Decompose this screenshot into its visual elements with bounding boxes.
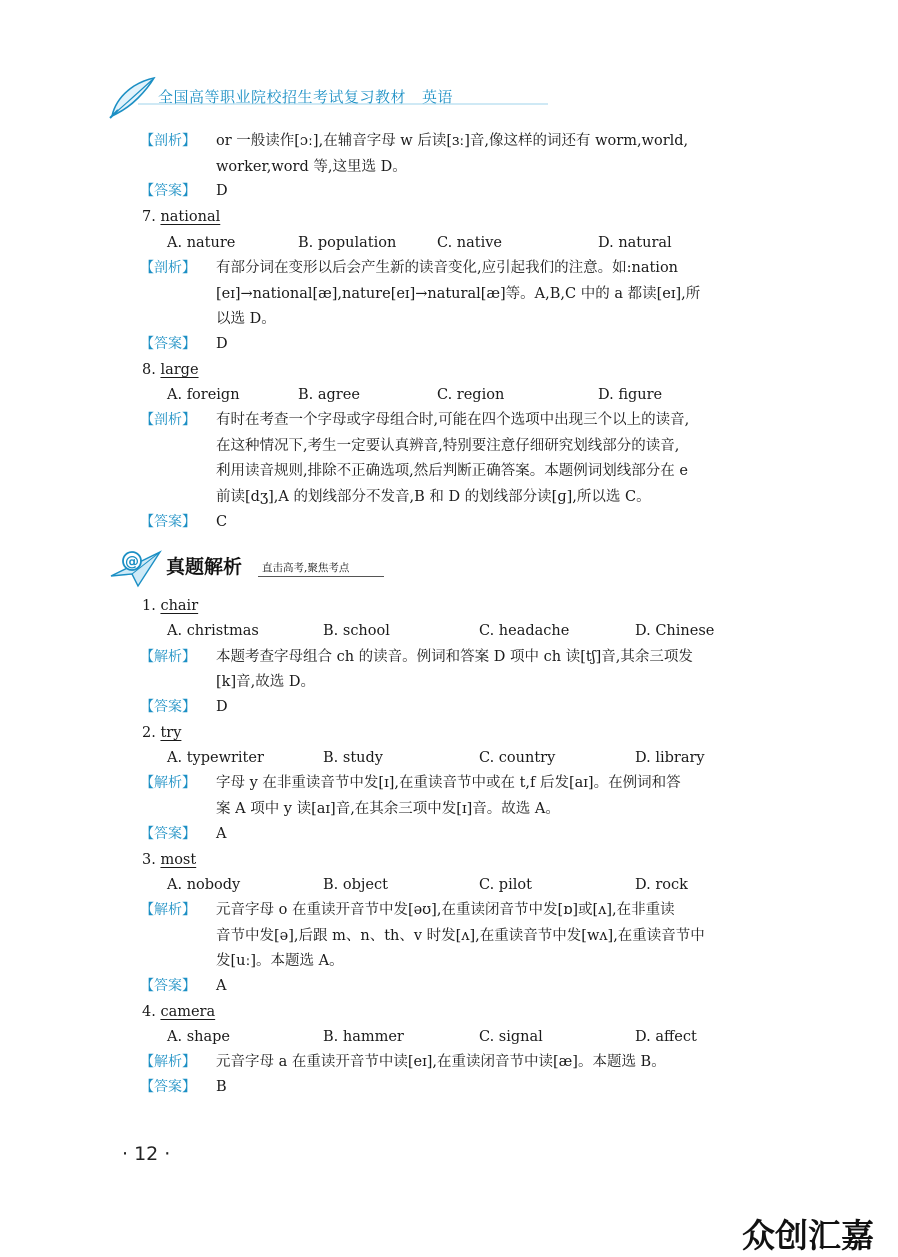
analysis-line: 在这种情况下,考生一定要认真辨音,特别要注意仔细研究划线部分的读音, — [216, 438, 680, 454]
answer-value: D — [216, 183, 228, 199]
subject-label: 英语 — [422, 88, 454, 106]
answer-label: 【答案】 — [140, 183, 196, 199]
analysis-line: or 一般读作[ɔː],在辅音字母 w 后读[ɜː]音,像这样的词还有 worm,world, — [216, 133, 689, 149]
header-title — [158, 86, 453, 107]
running-header — [108, 76, 548, 120]
option-b: B. object — [323, 877, 388, 893]
analysis-label: 【剖析】 — [140, 260, 196, 276]
answer-label: 【答案】 — [140, 699, 196, 715]
option-c: C. country — [479, 750, 556, 766]
option-c: C. pilot — [479, 877, 532, 893]
option-d: D. natural — [598, 235, 672, 251]
analysis-line: worker,word 等,这里选 D。 — [216, 159, 407, 175]
option-c: C. region — [437, 387, 505, 403]
analysis-label: 【解析】 — [140, 1054, 196, 1070]
at-sign-paper-plane-icon — [108, 546, 164, 590]
option-c: C. native — [437, 235, 503, 251]
answer-label: 【答案】 — [140, 978, 196, 994]
analysis-label: 【剖析】 — [140, 133, 196, 149]
answer-value: A — [216, 978, 227, 994]
option-a: A. nobody — [167, 877, 241, 893]
option-d: D. library — [635, 750, 705, 766]
analysis-line: 本题考查字母组合 ch 的读音。例词和答案 D 项中 ch 读[tʃ]音,其余三项发 — [216, 649, 693, 665]
question-stem: 7. national — [142, 209, 221, 225]
answer-label: 【答案】 — [140, 1079, 196, 1095]
question-stem: 2. try — [142, 725, 182, 741]
question-stem: 3. most — [142, 852, 197, 868]
answer-value: C — [216, 514, 228, 530]
analysis-line: 字母 y 在非重读音节中发[ɪ],在重读音节中或在 t,f 后发[aɪ]。在例词和答 — [216, 775, 681, 791]
svg-text:@: @ — [125, 554, 139, 570]
option-b: B. hammer — [323, 1029, 404, 1045]
question-stem: 1. chair — [142, 598, 199, 614]
option-a: A. nature — [167, 235, 236, 251]
answer-label: 【答案】 — [140, 514, 196, 530]
page-number: · 12 · — [122, 1143, 171, 1165]
answer-value: D — [216, 336, 228, 352]
option-c: C. signal — [479, 1029, 543, 1045]
option-d: D. rock — [635, 877, 688, 893]
analysis-line: 元音字母 o 在重读开音节中发[əʊ],在重读闭音节中发[ɒ]或[ʌ],在非重读 — [216, 902, 675, 918]
option-a: A. christmas — [167, 623, 259, 639]
analysis-line: 前读[dʒ],A 的划线部分不发音,B 和 D 的划线部分读[ɡ],所以选 C。 — [216, 489, 651, 505]
section-heading — [108, 546, 408, 590]
analysis-label: 【解析】 — [140, 902, 196, 918]
option-a: A. foreign — [167, 387, 240, 403]
analysis-label: 【解析】 — [140, 649, 196, 665]
feather-pen-icon — [108, 76, 158, 120]
analysis-line: 元音字母 a 在重读开音节中读[eɪ],在重读闭音节中读[æ]。本题选 B。 — [216, 1054, 666, 1070]
analysis-line: 以选 D。 — [216, 311, 276, 327]
question-stem: 4. camera — [142, 1004, 216, 1020]
analysis-line: 案 A 项中 y 读[aɪ]音,在其余三项中发[ɪ]音。故选 A。 — [216, 801, 560, 817]
section-underline — [258, 576, 384, 577]
option-b: B. agree — [298, 387, 360, 403]
section-subtitle: 直击高考,聚焦考点 — [262, 562, 350, 574]
answer-label: 【答案】 — [140, 826, 196, 842]
option-b: B. population — [298, 235, 397, 251]
option-d: D. affect — [635, 1029, 697, 1045]
analysis-line: [eɪ]→national[æ],nature[eɪ]→natural[æ]等。A,B,C 中的 a 都读[eɪ],所 — [216, 286, 701, 302]
analysis-line: [k]音,故选 D。 — [216, 674, 315, 690]
analysis-label: 【剖析】 — [140, 412, 196, 428]
answer-value: D — [216, 699, 228, 715]
answer-value: B — [216, 1079, 227, 1095]
option-d: D. figure — [598, 387, 663, 403]
analysis-line: 有时在考查一个字母或字母组合时,可能在四个选项中出现三个以上的读音, — [216, 412, 690, 428]
analysis-line: 音节中发[ə],后跟 m、n、th、v 时发[ʌ],在重读音节中发[wʌ],在重读音节中 — [216, 928, 705, 944]
option-a: A. typewriter — [167, 750, 264, 766]
watermark-logo: 众创汇嘉 — [742, 1216, 874, 1255]
book-title: 全国高等职业院校招生考试复习教材 — [158, 88, 407, 106]
answer-value: A — [216, 826, 227, 842]
section-title: 真题解析 — [166, 556, 243, 578]
analysis-line: 发[uː]。本题选 A。 — [216, 953, 344, 969]
analysis-label: 【解析】 — [140, 775, 196, 791]
analysis-line: 利用读音规则,排除不正确选项,然后判断正确答案。本题例词划线部分在 e — [216, 463, 688, 479]
option-a: A. shape — [167, 1029, 230, 1045]
analysis-line: 有部分词在变形以后会产生新的读音变化,应引起我们的注意。如:nation — [216, 260, 679, 276]
answer-label: 【答案】 — [140, 336, 196, 352]
option-c: C. headache — [479, 623, 570, 639]
option-b: B. study — [323, 750, 383, 766]
option-b: B. school — [323, 623, 390, 639]
option-d: D. Chinese — [635, 623, 715, 639]
question-stem: 8. large — [142, 362, 199, 378]
